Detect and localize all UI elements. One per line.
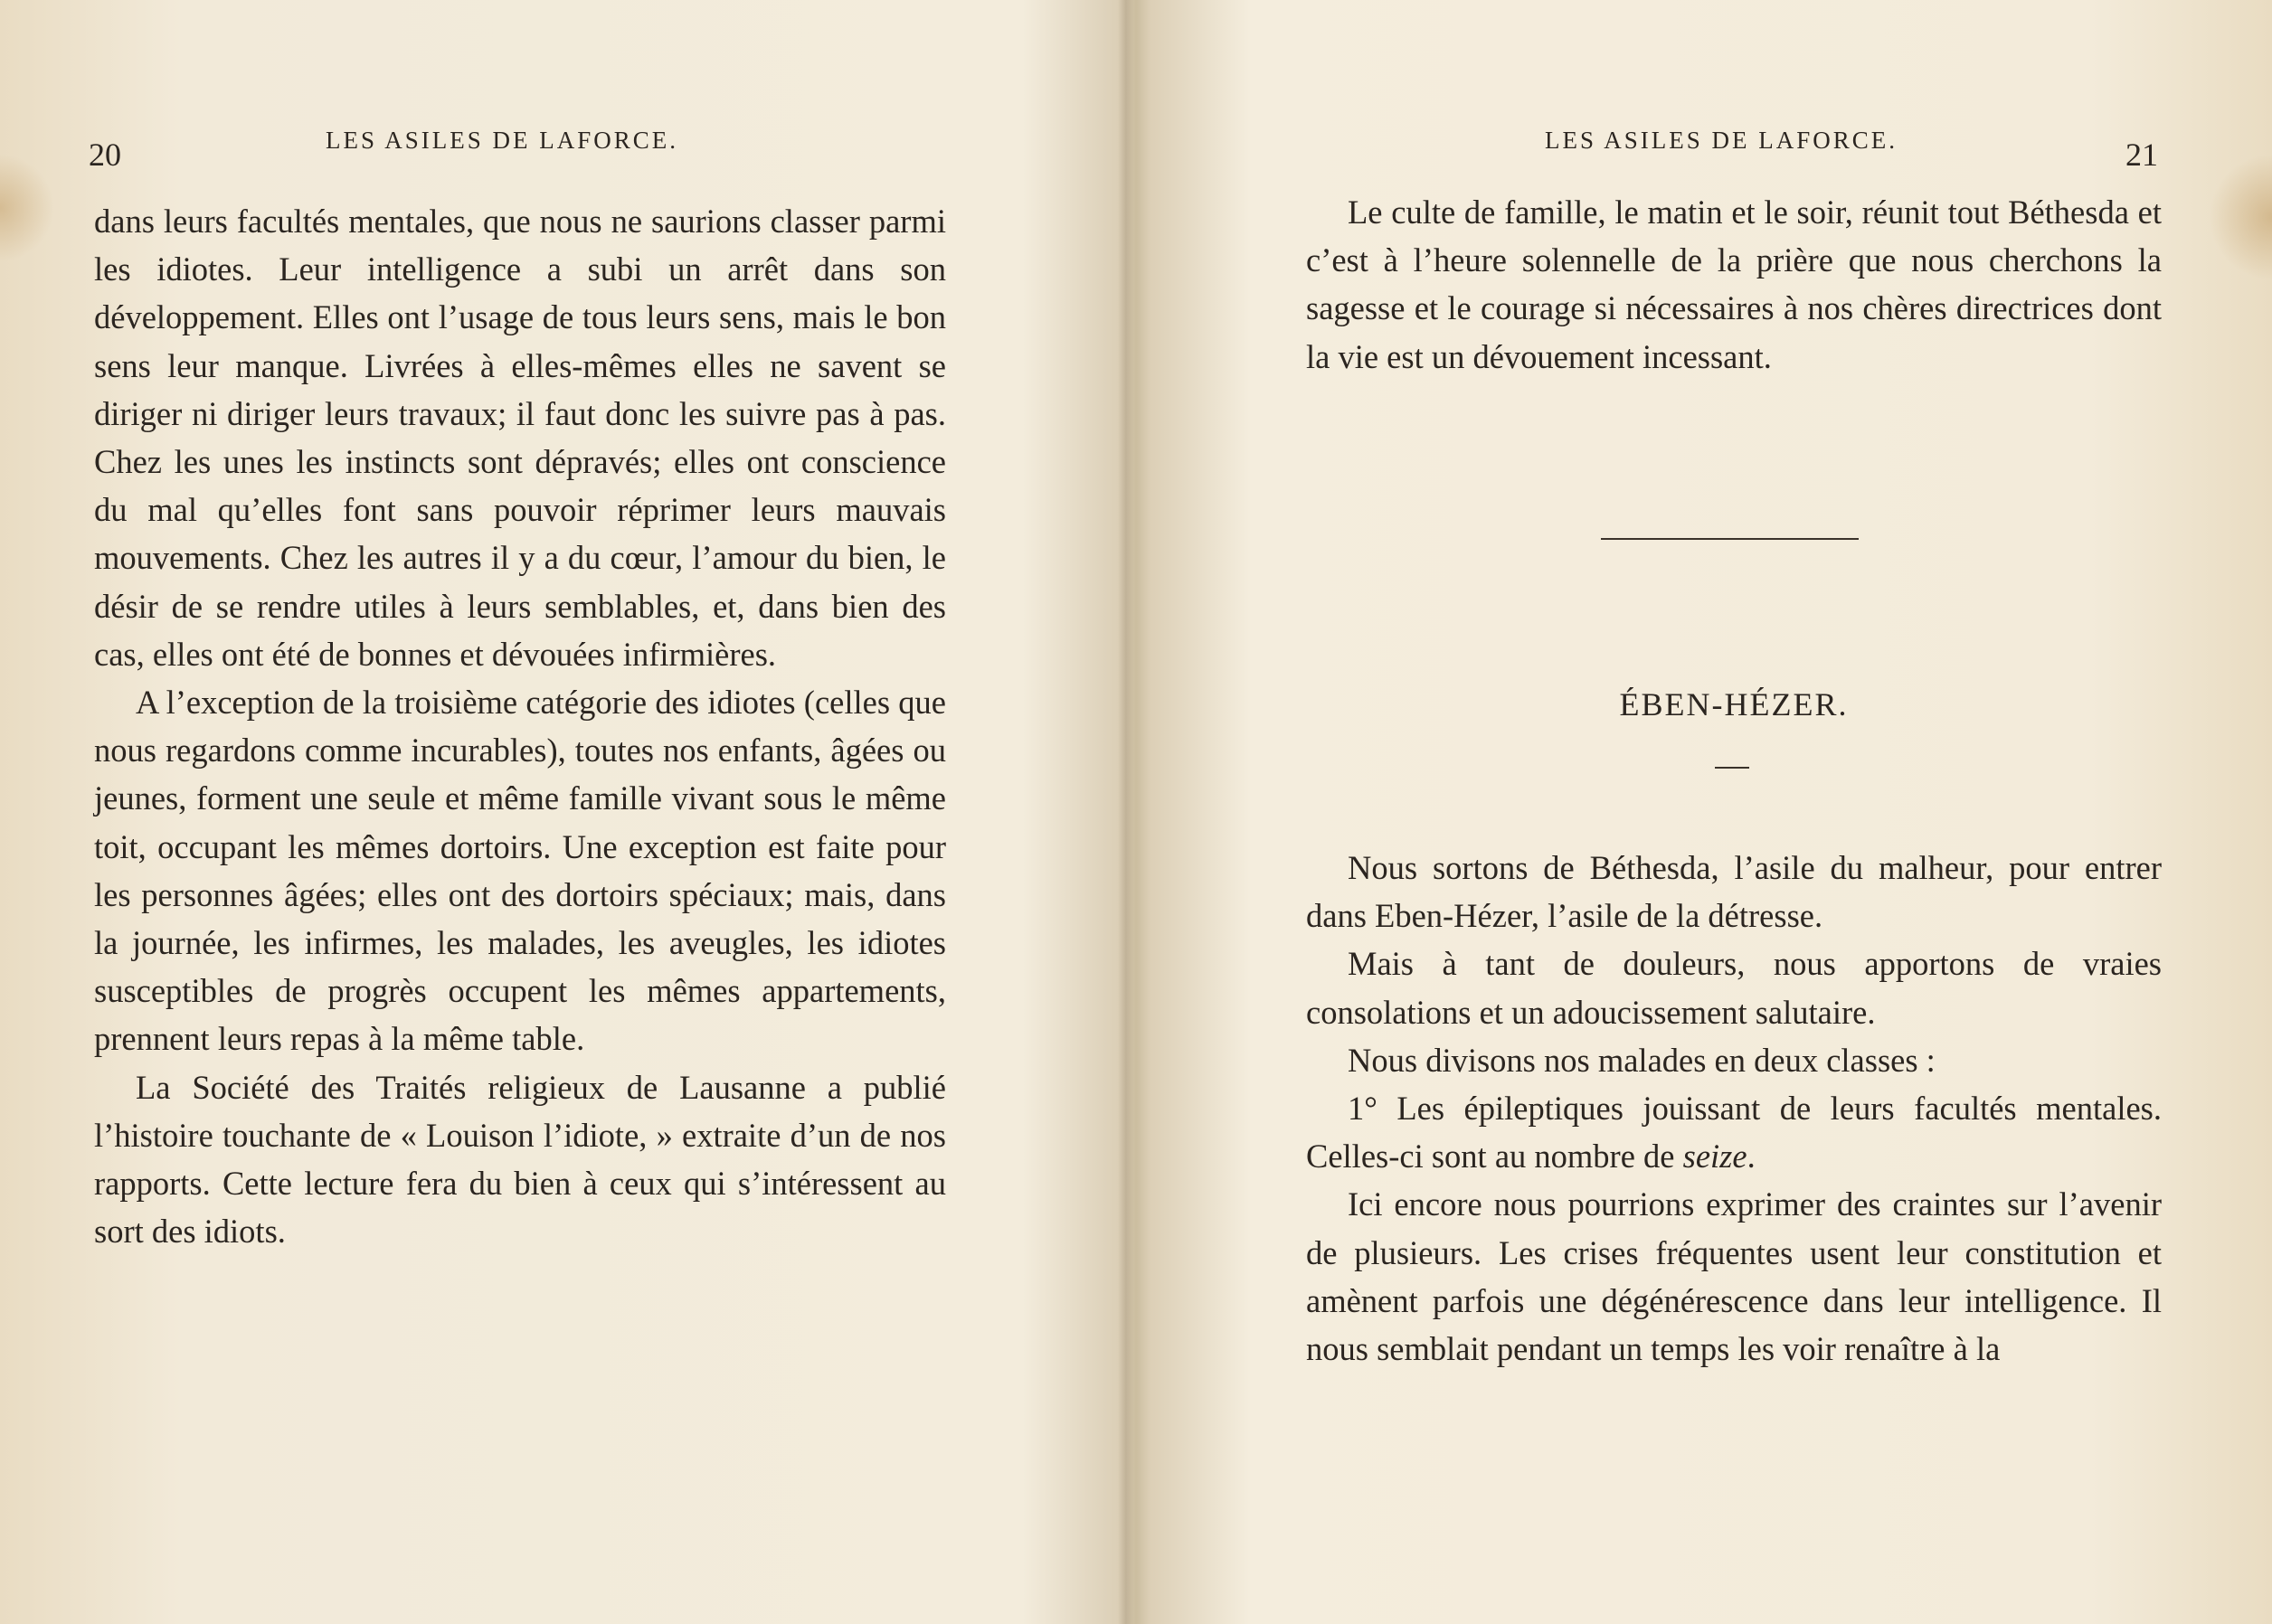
book-gutter <box>1118 0 1134 1624</box>
right-paragraph-1: Nous sortons de Béthesda, l’asile du malheur, pour entrer dans Eben-Hézer, l’asile de la détresse. <box>1306 849 2162 935</box>
section-separator-rule <box>1601 538 1859 540</box>
left-paragraph-2: A l’exception de la troisième catégorie des idiotes (celles que nous regardons comme incurables), toutes nos enfants, âgées ou jeunes, forment une seule et même famille vivant sous le même toit, occupant les mêmes dortoirs. Une exception est faite pour les personnes âgées; elles ont des dortoirs spéciaux; mais, dans la journée, les infirmes, les malades, les aveugles, les idiotes susceptibles de progrès occupent les mêmes appartements, prennent leurs repas à la même table. <box>94 684 946 1058</box>
right-page-intro <box>1306 188 2162 381</box>
section-title-dash <box>1715 767 1749 769</box>
item-1-emphasis: seize <box>1682 1138 1747 1176</box>
right-intro-paragraph: Le culte de famille, le matin et le soir, réunit tout Béthesda et c’est à l’heure solennelle de la prière que nous cherchons la sagesse et le courage si nécessaires à nos chères directrices dont la vie est un dévouement incessant. <box>1306 194 2162 375</box>
left-page-number: 20 <box>89 137 121 173</box>
left-running-header: LES ASILES DE LAFORCE. <box>326 127 679 154</box>
item-1-end: . <box>1747 1138 1756 1176</box>
right-paragraph-2: Mais à tant de douleurs, nous apportons de vraies consolations et un adoucissement salutaire. <box>1306 945 2162 1031</box>
right-paragraph-item-1 <box>1306 1084 2162 1180</box>
paper-stain-left <box>0 154 54 262</box>
left-paragraph-1: dans leurs facultés mentales, que nous ne saurions classer parmi les idiotes. Leur intelligence a subi un arrêt dans son développement. Elles ont l’usage de tous leurs sens, mais le bon sens leur manque. Livrées à elles-mêmes elles ne savent se diriger ni diriger leurs travaux; il faut donc les suivre pas à pas. Chez les unes les instincts sont dépravés; elles ont conscience du mal qu’elles font sans pouvoir réprimer leurs mauvais mouvements. Chez les autres il y a du cœur, l’amour du bien, le désir de se rendre utiles à leurs semblables, et, dans bien des cas, elles ont été de bonnes et dévouées infirmières. <box>94 203 946 673</box>
item-1-text: 1° Les épileptiques jouissant de leurs facultés mentales. Celles-ci sont au nombre de <box>1306 1090 2162 1176</box>
left-paragraph-3: La Société des Traités religieux de Lausanne a publié l’histoire touchante de « Louison l’idiote, » extraite d’un de nos rapports. Cette lecture fera du bien à ceux qui s’intéressent au sort des idiots. <box>94 1068 946 1251</box>
right-closing-paragraph: Ici encore nous pourrions exprimer des craintes sur l’avenir de plusieurs. Les crises fréquentes usent leur constitution et amènent parfois une dégénérescence dans leur intelligence. Il nous semblait pendant un temps les voir renaître à la <box>1306 1185 2162 1368</box>
right-running-header: LES ASILES DE LAFORCE. <box>1545 127 1898 154</box>
right-paragraph-3: Nous divisons nos malades en deux classes : <box>1348 1041 1936 1079</box>
right-page-number: 21 <box>2125 137 2158 173</box>
right-page-body <box>1306 844 2162 1373</box>
left-page-body <box>94 197 946 1255</box>
section-title: ÉBEN-HÉZER. <box>1619 686 1849 722</box>
paper-stain-right <box>2209 154 2272 280</box>
